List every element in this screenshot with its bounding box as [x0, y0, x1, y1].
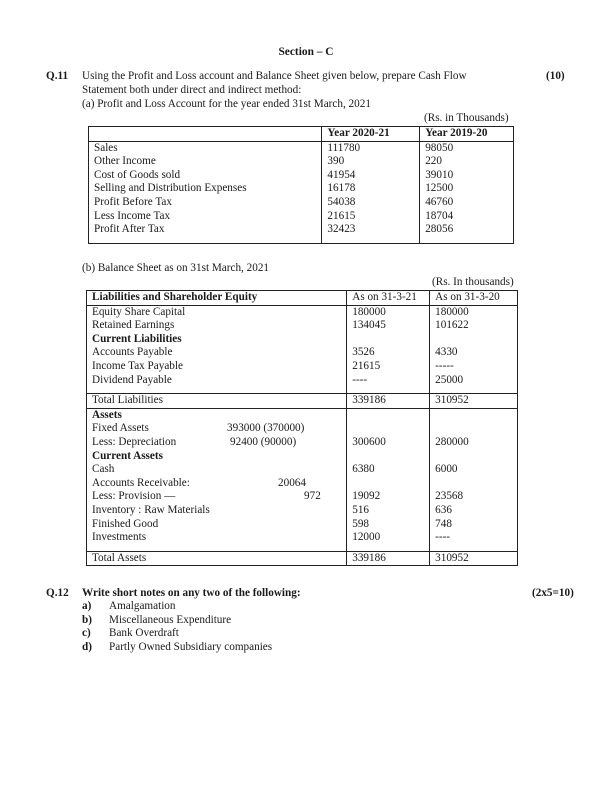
- value-2021: 134045: [347, 319, 430, 333]
- item-letter: c): [82, 627, 91, 640]
- item-text: Bank Overdraft: [109, 627, 179, 640]
- row-label: Selling and Distribution Expenses: [89, 182, 322, 196]
- row-label: Accounts Receivable:: [92, 476, 190, 489]
- value-2020: 23568: [430, 490, 518, 504]
- value-2021: 21615: [347, 360, 430, 374]
- table-row: [87, 360, 518, 374]
- value-2021: 598: [347, 518, 430, 532]
- header-cell: Liabilities and Shareholder Equity: [87, 291, 347, 306]
- value-2020-21: 16178: [322, 182, 420, 196]
- row-label: Retained Earnings: [87, 319, 347, 333]
- value-2019-20: 12500: [420, 182, 514, 196]
- row-label: Cash: [87, 463, 347, 477]
- value-2020-21: 41954: [322, 169, 420, 183]
- value-2020: 6000: [430, 463, 518, 477]
- value-2020: 280000: [430, 436, 518, 450]
- value-2019-20: 220: [420, 155, 514, 169]
- row-label: Profit Before Tax: [89, 196, 322, 210]
- value-2021: 339186: [347, 394, 430, 409]
- value-2020: 25000: [430, 374, 518, 388]
- table-row: [89, 141, 514, 155]
- value-2019-20: 28056: [420, 223, 514, 237]
- row-label: Accounts Payable: [87, 346, 347, 360]
- table-row: [87, 463, 518, 477]
- table-row: [87, 436, 518, 450]
- value-2020-21: 111780: [322, 141, 420, 155]
- profit-loss-table: [88, 126, 514, 244]
- table-row: [87, 504, 518, 518]
- row-label: Less Income Tax: [89, 210, 322, 224]
- value-2020-21: 32423: [322, 223, 420, 237]
- short-notes-list: [82, 600, 272, 654]
- part-b-title: (b) Balance Sheet as on 31st March, 2021: [82, 262, 270, 274]
- value-2021: 300600: [347, 436, 430, 450]
- value-2020-21: 21615: [322, 210, 420, 224]
- list-item: [82, 641, 272, 655]
- row-label: Sales: [89, 141, 322, 155]
- value-2020: 180000: [430, 305, 518, 319]
- table-row: [89, 155, 514, 169]
- table-row: [89, 196, 514, 210]
- fixed-assets-detail: 393000 (370000): [227, 422, 305, 435]
- table-row: [87, 374, 518, 388]
- table-header-row: [87, 291, 518, 306]
- table-header-row: [89, 127, 514, 142]
- row-label: Less: Provision —: [92, 490, 176, 503]
- item-text: Miscellaneous Expenditure: [109, 613, 232, 626]
- table-row: [89, 223, 514, 237]
- value-2020: 310952: [430, 551, 518, 566]
- row-label: Less: Depreciation: [92, 435, 177, 448]
- row-label: Other Income: [89, 155, 322, 169]
- q12-marks: (2x5=10): [532, 587, 574, 599]
- spacer-row: [89, 237, 514, 244]
- item-letter: a): [82, 600, 92, 612]
- item-letter: b): [82, 613, 92, 626]
- value-2020-21: 390: [322, 155, 420, 169]
- table-row: [87, 518, 518, 532]
- row-label: Income Tax Payable: [87, 360, 347, 374]
- value-2020: 636: [430, 504, 518, 518]
- q11-text-line2: Statement both under direct and indirect method:: [82, 84, 302, 96]
- part-a-title: (a) Profit and Loss Account for the year ended 31st March, 2021: [82, 98, 371, 110]
- row-label: Total Liabilities: [87, 394, 347, 409]
- value-2021: ----: [347, 374, 430, 388]
- header-cell: [89, 127, 322, 142]
- table-row: [87, 319, 518, 333]
- total-assets-row: [87, 551, 518, 566]
- row-label: Finished Good: [87, 518, 347, 532]
- header-cell: Year 2019-20: [420, 127, 514, 142]
- table-row: [89, 210, 514, 224]
- bs-unit-note: (Rs. In thousands): [432, 276, 514, 288]
- row-label: Investments: [87, 531, 347, 545]
- value-2020: 310952: [430, 394, 518, 409]
- receivable-detail: 20064: [278, 476, 306, 489]
- table-row: [89, 182, 514, 196]
- table-row: [87, 305, 518, 319]
- assets-heading: Assets: [87, 408, 347, 422]
- row-label: Inventory : Raw Materials: [87, 504, 347, 518]
- pl-unit-note: (Rs. in Thousands): [424, 112, 509, 124]
- value-2020-21: 54038: [322, 196, 420, 210]
- value-2021: 180000: [347, 305, 430, 319]
- value-2021: 339186: [347, 551, 430, 566]
- q11-number: Q.11: [46, 70, 69, 82]
- q11-marks: (10): [546, 70, 565, 82]
- value-2020: 101622: [430, 319, 518, 333]
- section-title: Section – C: [278, 46, 334, 58]
- value-2021: 3526: [347, 346, 430, 360]
- row-label: Equity Share Capital: [87, 305, 347, 319]
- table-row: [87, 408, 518, 422]
- list-item: [82, 600, 272, 614]
- current-assets-heading: Current Assets: [87, 450, 347, 464]
- row-label: Profit After Tax: [89, 223, 322, 237]
- value-2021: 6380: [347, 463, 430, 477]
- value-2020: 748: [430, 518, 518, 532]
- row-label: Total Assets: [87, 551, 347, 566]
- value-2020: -----: [430, 360, 518, 374]
- value-2019-20: 39010: [420, 169, 514, 183]
- q12-number: Q.12: [46, 587, 69, 599]
- value-2019-20: 46760: [420, 196, 514, 210]
- item-text: Amalgamation: [109, 600, 176, 612]
- value-2019-20: 18704: [420, 210, 514, 224]
- table-row: [87, 490, 518, 504]
- table-row: [87, 477, 518, 491]
- value-2019-20: 98050: [420, 141, 514, 155]
- row-label: Fixed Assets: [92, 422, 149, 435]
- item-text: Partly Owned Subsidiary companies: [109, 640, 273, 653]
- depreciation-detail: 92400 (90000): [230, 435, 297, 448]
- row-label: Dividend Payable: [87, 374, 347, 388]
- q12-title: Write short notes on any two of the following:: [82, 587, 301, 599]
- row-label: Cost of Goods sold: [89, 169, 322, 183]
- header-cell: Year 2020-21: [322, 127, 420, 142]
- header-cell: As on 31-3-20: [430, 291, 518, 306]
- value-2021: 19092: [347, 490, 430, 504]
- value-2021: 516: [347, 504, 430, 518]
- item-letter: d): [82, 640, 92, 653]
- provision-detail: 972: [304, 490, 321, 503]
- table-row: [87, 422, 518, 436]
- total-liabilities-row: [87, 394, 518, 409]
- value-2020: 4330: [430, 346, 518, 360]
- q11-text-line1: Using the Profit and Loss account and Balance Sheet given below, prepare Cash Flow: [82, 70, 467, 82]
- table-row: [87, 531, 518, 545]
- table-row: [87, 333, 518, 347]
- value-2020: ----: [430, 531, 518, 545]
- balance-sheet-table: [86, 290, 518, 566]
- table-row: [87, 346, 518, 360]
- header-cell: As on 31-3-21: [347, 291, 430, 306]
- list-item: [82, 614, 272, 628]
- current-liabilities-heading: Current Liabilities: [87, 333, 347, 347]
- table-row: [89, 169, 514, 183]
- list-item: [82, 627, 272, 641]
- table-row: [87, 450, 518, 464]
- value-2021: 12000: [347, 531, 430, 545]
